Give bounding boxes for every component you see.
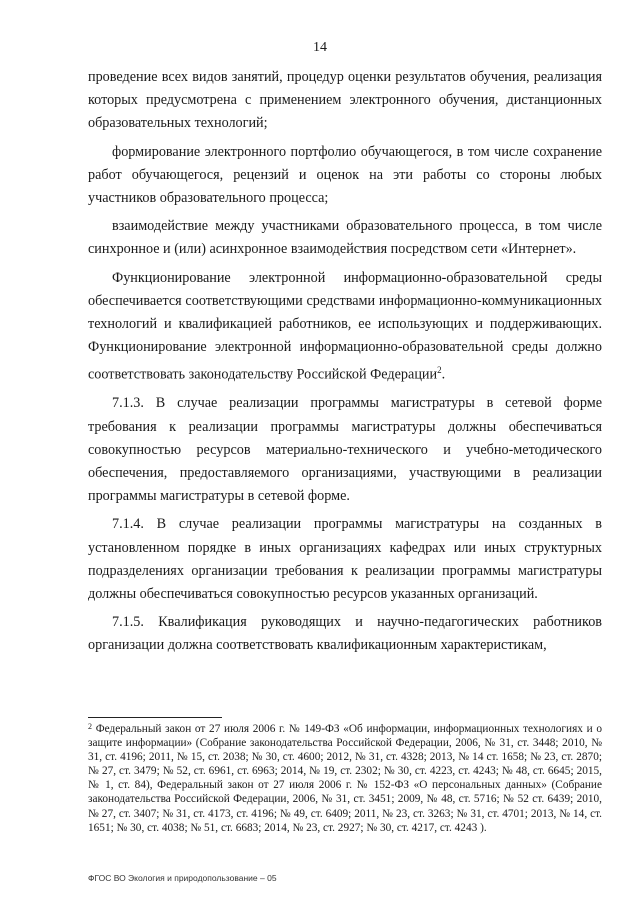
paragraph-functioning-text: Функционирование электронной информационно-образовательной среды обеспечивается соответствующими средствами информационно-коммуникационных технологий и квалификацией работников, ее использующих и поддерживающих. Функционирование электронной информационно-образовательной среды должно соответствовать законодательству Российской Федерации bbox=[88, 269, 602, 384]
paragraph-portfolio: формирование электронного портфолио обучающегося, в том числе сохранение работ обучающегося, рецензий и оценок на эти работы со стороны любых участников образовательного процесса; bbox=[88, 143, 602, 207]
body-text bbox=[88, 66, 602, 663]
page-number: 14 bbox=[313, 40, 327, 55]
page-footer: ФГОС ВО Экология и природопользование – 05 bbox=[88, 873, 277, 883]
paragraph-7-1-5: 7.1.5. Квалификация руководящих и научно-педагогических работников организации должна соответствовать квалификационным характеристикам, bbox=[88, 614, 602, 654]
paragraph-classes-conduct: проведение всех видов занятий, процедур оценки результатов обучения, реализация которых предусмотрена с применением электронного обучения, дистанционных образовательных технологий; bbox=[88, 69, 602, 132]
footnote bbox=[88, 722, 602, 835]
paragraph-7-1-4: 7.1.4. В случае реализации программы магистратуры на созданных в установленном порядке в иных организациях кафедрах или иных структурных подразделениях организации требования к реализации программы магистратуры должны обеспечиваться совокупностью ресурсов указанных организаций. bbox=[88, 516, 602, 602]
paragraph-interaction: взаимодействие между участниками образовательного процесса, в том числе синхронное и (или) асинхронное взаимодействия посредством сети «Интернет». bbox=[88, 218, 602, 258]
footnote-text: Федеральный закон от 27 июля 2006 г. № 149-ФЗ «Об информации, информационных технологиях и о защите информации» (Собрание законодательства Российской Федерации, 2006, № 31, ст. 3448; 2010, № 31, ст. 4196; 2011, № 15, ст. 2038; № 30, ст. 4600; 2012, № 31, ст. 4328; 2013, № 14 ст. 1658; № 23, ст. 2870; № 27, ст. 3479; № 52, ст. 6961, ст. 6963; 2014, № 19, ст. 2302; № 30, ст. 4223, ст. 4243; № 48, ст. 6645; 2015, № 1, ст. 84), Федеральный закон от 27 июля 2006 г. № 152-ФЗ «О персональных данных» (Собрание законодательства Российской Федерации, 2006, № 31, ст. 3451; 2009, № 48, ст. 5716; № 52 ст. 6439; 2010, № 27, ст. 3407; № 31, ст. 4173, ст. 4196; № 49, ст. 6409; 2011, № 23, ст. 3263; № 31, ст. 4701; 2013, № 14, ст. 1651; № 30, ст. 4038; № 51, ст. 6683; 2014, № 23, ст. 2927; № 30, ст. 4217, ст. 4243 ). bbox=[88, 723, 602, 834]
footnote-reference: 2 bbox=[437, 365, 442, 376]
footnote-marker: 2 bbox=[88, 722, 92, 731]
paragraph-7-1-3: 7.1.3. В случае реализации программы магистратуры в сетевой форме требования к реализации программы магистратуры должны обеспечиваться совокупностью ресурсов материально-технического и учебно-методического обеспечения, предоставляемого организациями, участвующими в реализации программы магистратуры в сетевой форме. bbox=[88, 395, 602, 505]
paragraph-functioning bbox=[88, 267, 602, 388]
paragraph-functioning-end: . bbox=[441, 367, 446, 384]
footnote-divider bbox=[88, 717, 222, 718]
